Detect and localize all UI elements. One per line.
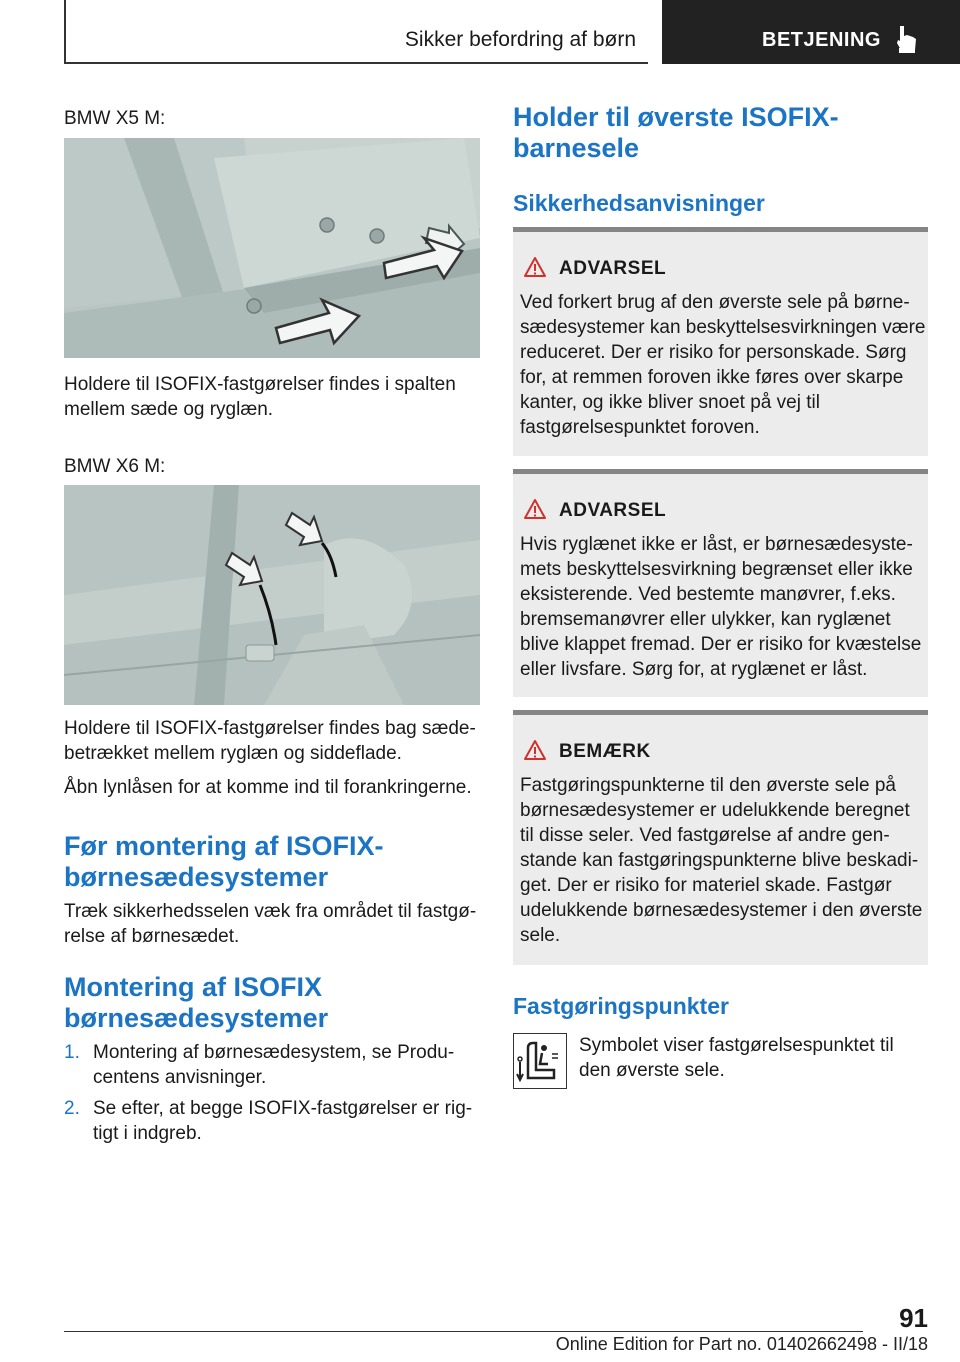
x5-label: BMW X5 M: (64, 108, 166, 129)
step-number: 2. (64, 1098, 80, 1119)
step-item (64, 1040, 480, 1090)
step-text: Montering af børnesædesystem, se Producentens anvisninger. (93, 1042, 455, 1088)
header-rule-left (64, 0, 66, 64)
notice-box (513, 710, 928, 965)
warning-triangle-icon (523, 256, 547, 278)
step-item (64, 1096, 480, 1146)
notice-text: Fastgøringspunkterne til den øverste sele på børnesædesystemer er udelukkende beregnet til disse seler. Ved fastgørelse af andre genstande kan fastgøringspunkterne blive beskadiget. Der er risiko for materiel skade. Fastgør udelukkende børnesædesystemer i den øverste sele. (520, 775, 923, 946)
footer-rule (64, 1331, 863, 1332)
warning-title: ADVARSEL (559, 500, 667, 521)
hand-pointer-icon (892, 24, 920, 54)
heading-mounting: Montering af ISOFIX børnesædesystemer (64, 972, 329, 1033)
warning-triangle-icon (523, 498, 547, 520)
notice-box-header (523, 739, 651, 765)
heading-anchor-points: Fastgøringspunkter (513, 993, 729, 1019)
anchor-points-text: Symbolet viser fastgørelsespunktet til den øverste sele. (579, 1035, 894, 1081)
x5-caption: Holdere til ISOFIX-fastgørelser findes i spalten mellem sæde og ryglæn. (64, 374, 456, 420)
section-title: Sikker befordring af børn (404, 28, 636, 51)
mounting-steps (64, 1040, 480, 1152)
edition-note: Online Edition for Part no. 01402662498 - II/18 (555, 1334, 928, 1354)
heading-top-tether-holder: Holder til øverste ISOFIX-barnesele (513, 102, 839, 163)
seat-gap-illustration (64, 138, 480, 358)
before-mounting-text: Træk sikkerhedsselen væk fra området til fastgørelse af børnesædet. (64, 901, 477, 947)
child-seat-symbol (514, 1034, 565, 1087)
heading-safety-instructions: Sikkerhedsanvisninger (513, 190, 765, 216)
photo-bmw-x5-seat (64, 138, 480, 358)
warning-triangle-icon (523, 739, 547, 761)
warning-title: ADVARSEL (559, 258, 667, 279)
photo-bmw-x6-seat (64, 485, 480, 705)
x6-label: BMW X6 M: (64, 456, 166, 477)
step-text: Se efter, at begge ISOFIX-fastgørelser er rigtigt i indgreb. (93, 1098, 473, 1144)
header-rule-bottom (64, 62, 648, 64)
page-number: 91 (899, 1303, 928, 1333)
warning-text: Hvis ryglænet ikke er låst, er børnesædesystemets beskyttelsesvirkning begrænset eller ikke eksisterende. Ved bestemte manøvrer, f.eks. bremsemanøvrer eller ulykker, kan ryglænet blive klappet fremad. Der er risiko for kvæstelse eller livsfare. Sørg for, at ryglænet er låst. (520, 534, 922, 680)
heading-before-mounting: Før montering af ISOFIX-børnesædesystemer (64, 831, 384, 892)
warning-box-header (523, 498, 667, 524)
chapter-tab-label: BETJENING (762, 29, 881, 51)
isofix-anchor-icon (513, 1033, 567, 1089)
warning-box-1 (513, 227, 928, 456)
warning-box-header (523, 256, 667, 282)
warning-box-2 (513, 469, 928, 697)
warning-text: Ved forkert brug af den øverste sele på børnesædesystemer kan beskyttelsesvirkningen være reduceret. Der er risiko for personskade. Sørg for, at remmen foroven ikke føres over skarpe kanter, og ikke bliver snoet på vej til fastgørelsespunktet foroven. (520, 292, 926, 438)
step-number: 1. (64, 1042, 80, 1063)
x6-note: Åbn lynlåsen for at komme ind til forankringerne. (64, 777, 472, 798)
notice-title: BEMÆRK (559, 741, 651, 762)
seat-cover-illustration (64, 485, 480, 705)
x6-caption: Holdere til ISOFIX-fastgørelser findes bag sædebetrækket mellem ryglæn og siddeflade. (64, 718, 476, 764)
